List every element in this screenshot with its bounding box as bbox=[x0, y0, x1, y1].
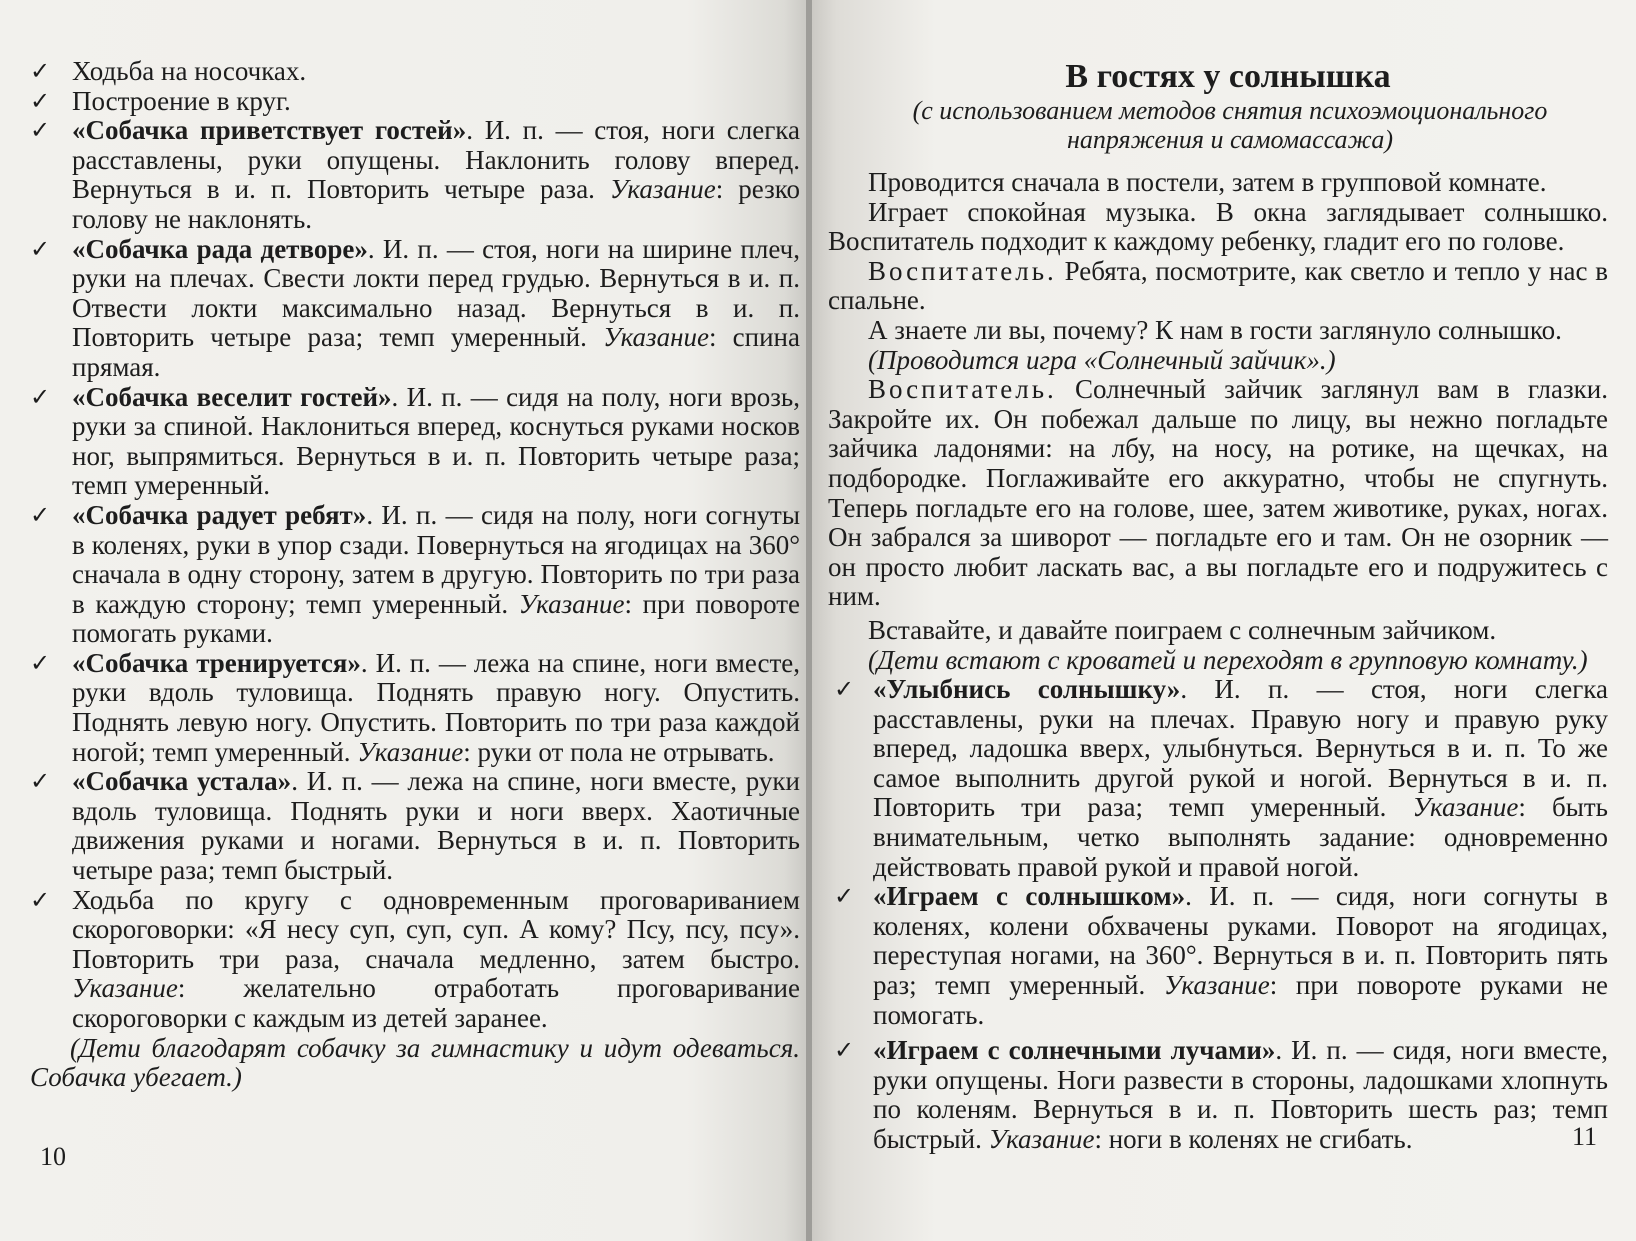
list-item bbox=[30, 886, 800, 1034]
section-title: В гостях у солнышка bbox=[1065, 58, 1391, 95]
exercise-name: «Собачка приветствует гостей» bbox=[72, 115, 467, 146]
checkmark-icon: ✓ bbox=[30, 500, 51, 529]
checkmark-icon: ✓ bbox=[30, 57, 51, 85]
exercise-item bbox=[30, 649, 800, 767]
hint-label: Указание bbox=[72, 973, 178, 1004]
stage-note: (Проводится игра «Солнечный зайчик».) bbox=[868, 344, 1336, 375]
dialogue-paragraph bbox=[828, 375, 1608, 612]
list-item bbox=[30, 87, 800, 117]
exercise-item bbox=[30, 116, 800, 234]
dialogue-paragraph: А знаете ли вы, почему? К нам в гости заглянуло солнышко. bbox=[868, 314, 1562, 345]
exercise-name: «Играем с солнечными лучами» bbox=[873, 1035, 1276, 1066]
list-item bbox=[30, 57, 800, 87]
checkmark-icon: ✓ bbox=[30, 116, 51, 145]
page-number: 11 bbox=[1572, 1122, 1598, 1151]
checkmark-icon: ✓ bbox=[30, 86, 51, 115]
exercise-name: «Улыбнись солнышку» bbox=[873, 674, 1181, 705]
item-text: Построение в круг. bbox=[72, 85, 291, 116]
item-text: Ходьба по кругу с одновременным проговариванием скороговорки: «Я несу суп, суп, суп. А кому? Псу, псу, псу». Повторить три раза, сначала медленно, затем быстро. bbox=[72, 884, 800, 974]
exercise-text: . И. п. — лежа на спине, ноги вместе, руки вдоль туловища. Поднять правую ногу. Опустить. Поднять левую ногу. Опустить. Повторить по три раза каждой ногой; темп умеренный. bbox=[72, 647, 800, 767]
hint-label: Указание bbox=[518, 588, 625, 619]
hint-text: : руки от пола не отрывать. bbox=[463, 736, 775, 767]
checkmark-icon: ✓ bbox=[30, 234, 51, 263]
exercise-text: . И. п. — сидя на полу, ноги согнуты в коленях, руки в упор сзади. Повернуться на ягодицах на 360° сначала в одну сторону, затем в другую. Повторить по три раза в каждую сторону; темп умеренный. bbox=[72, 499, 800, 619]
hint-label: Указание bbox=[609, 174, 716, 205]
hint-label: Указание bbox=[1412, 792, 1519, 823]
exercise-text: . И. п. — лежа на спине, ноги вместе, руки вдоль туловища. Поднять руки и ноги вверх. Хаотичные движения руками и ногами. Вернуться в и. п. Повторить четыре раза; темп быстрый. bbox=[72, 766, 800, 886]
intro-paragraph: Играет спокойная музыка. В окна заглядывает солнышко. Воспитатель подходит к каждому ребенку, гладит его по голове. bbox=[828, 196, 1608, 257]
left-page bbox=[0, 0, 808, 1241]
hint-text: : резко голову не наклонять. bbox=[72, 174, 800, 234]
item-text: Ходьба на носочках. bbox=[72, 56, 307, 86]
checkmark-icon: ✓ bbox=[30, 648, 51, 677]
page-number: 10 bbox=[40, 1142, 66, 1171]
exercise-name: «Собачка веселит гостей» bbox=[72, 381, 392, 412]
right-page-text bbox=[828, 58, 1608, 1155]
exercise-text: . И. п. — сидя, ноги согнуты в коленях, колени обхвачены руками. Поворот на ягодицах, переступая ногами, на 360°. Вернуться в и. п. Повторить пять раз; темп умеренный. bbox=[873, 881, 1608, 1001]
exercise-name: «Играем с солнышком» bbox=[873, 881, 1186, 912]
checkmark-icon: ✓ bbox=[834, 882, 855, 911]
exercise-name: «Собачка тренируется» bbox=[72, 647, 361, 678]
hint-text: : при повороте помогать руками. bbox=[72, 588, 800, 649]
exercise-item bbox=[30, 235, 800, 383]
dialogue-paragraph bbox=[828, 257, 1608, 316]
checkmark-icon: ✓ bbox=[30, 885, 51, 914]
hint-label: Указание bbox=[357, 736, 464, 767]
checkmark-icon: ✓ bbox=[30, 767, 51, 796]
right-page bbox=[812, 0, 1636, 1241]
section-subtitle: (с использованием методов снятия психоэмоционального напряжения и самомассажа) bbox=[912, 96, 1548, 154]
hint-text: : быть внимательным, четко выполнять задание: одновременно действовать правой рукой и правой ногой. bbox=[873, 792, 1608, 882]
exercise-name: «Собачка радует ребят» bbox=[72, 499, 367, 530]
left-page-text bbox=[30, 57, 800, 1093]
hint-label: Указание bbox=[1163, 970, 1270, 1001]
exercise-item bbox=[30, 383, 800, 501]
speaker-label: Воспитатель. bbox=[868, 374, 1057, 405]
exercise-text: . И. п. — сидя на полу, ноги врозь, руки за спиной. Наклониться вперед, коснуться руками носков ног, выпрямиться. Вернуться в и. п. Повторить четыре раза; темп умеренный. bbox=[72, 381, 801, 501]
stage-note: (Дети встают с кроватей и переходят в групповую комнату.) bbox=[868, 644, 1588, 675]
exercise-text: . И. п. — сидя, ноги вместе, руки опущены. Ноги развести в стороны, ладошками хлопнуть по коленям. Вернуться в и. п. Повторить шесть раз; темп быстрый. bbox=[873, 1035, 1608, 1154]
hint-label: Указание bbox=[988, 1124, 1095, 1154]
checkmark-icon: ✓ bbox=[834, 1036, 855, 1065]
exercise-text: . И. п. — стоя, ноги слегка расставлены, руки на плечах. Правую ногу и правую руку вперед, ладошка вверх, улыбнуться. Вернуться в и. п. То же самое выполнить другой рукой и ногой. Вернуться в и. п. Повторить три раза; темп умеренный. bbox=[873, 674, 1608, 823]
closing-note: (Дети благодарят собачку за гимнастику и идут одеваться. Собачка убегает.) bbox=[30, 1032, 800, 1093]
dialogue-text: Солнечный зайчик заглянул вам в глазки. Закройте их. Он побежал дальше по лицу, вы нежно погладьте зайчика ладонями: на лбу, на носу, на ротике, на щечках, на подбородке. Поглаживайте его аккуратно, чтобы не спугнуть. Теперь погладьте его на голове, шее, затем животике, руках, ногах. Он забрался за шиворот — погладьте его и там. Он не озорник — он просто любит ласкать вас, а вы погладьте его и подружитесь с ним. bbox=[828, 374, 1608, 612]
hint-label: Указание bbox=[603, 322, 709, 353]
exercise-item bbox=[834, 882, 1608, 1030]
hint-text: : спина прямая. bbox=[72, 322, 800, 382]
checkmark-icon: ✓ bbox=[30, 382, 51, 411]
speaker-label: Воспитатель. bbox=[868, 255, 1057, 286]
checkmark-icon: ✓ bbox=[834, 675, 855, 704]
hint-text: : ноги в коленях не сгибать. bbox=[1094, 1124, 1413, 1154]
exercise-name: «Собачка рада детворе» bbox=[72, 233, 368, 264]
exercise-item bbox=[834, 675, 1608, 882]
exercise-text: . И. п. — стоя, ноги на ширине плеч, руки на плечах. Свести локти перед грудью. Вернуться в и. п. Отвести локти максимально назад. Вернуться в и. п. Повторить четыре раза; темп умеренный. bbox=[72, 233, 800, 353]
exercise-text: . И. п. — стоя, ноги слегка расставлены, руки опущены. Наклонить голову вперед. Вернуться в и. п. Повторить четыре раза. bbox=[72, 115, 800, 205]
exercise-name: «Собачка устала» bbox=[72, 766, 292, 797]
hint-text: : желательно отработать проговаривание скороговорки с каждым из детей заранее. bbox=[72, 973, 800, 1033]
exercise-item bbox=[834, 1036, 1608, 1154]
exercise-item bbox=[30, 501, 800, 649]
hint-text: : при повороте руками не помогать. bbox=[873, 970, 1609, 1030]
exercise-item bbox=[30, 767, 800, 885]
intro-paragraph: Проводится сначала в постели, затем в групповой комнате. bbox=[868, 167, 1547, 197]
dialogue-text: Ребята, посмотрите, как светло и тепло у нас в спальне. bbox=[828, 255, 1608, 316]
dialogue-paragraph: Вставайте, и давайте поиграем с солнечным зайчиком. bbox=[868, 614, 1497, 645]
